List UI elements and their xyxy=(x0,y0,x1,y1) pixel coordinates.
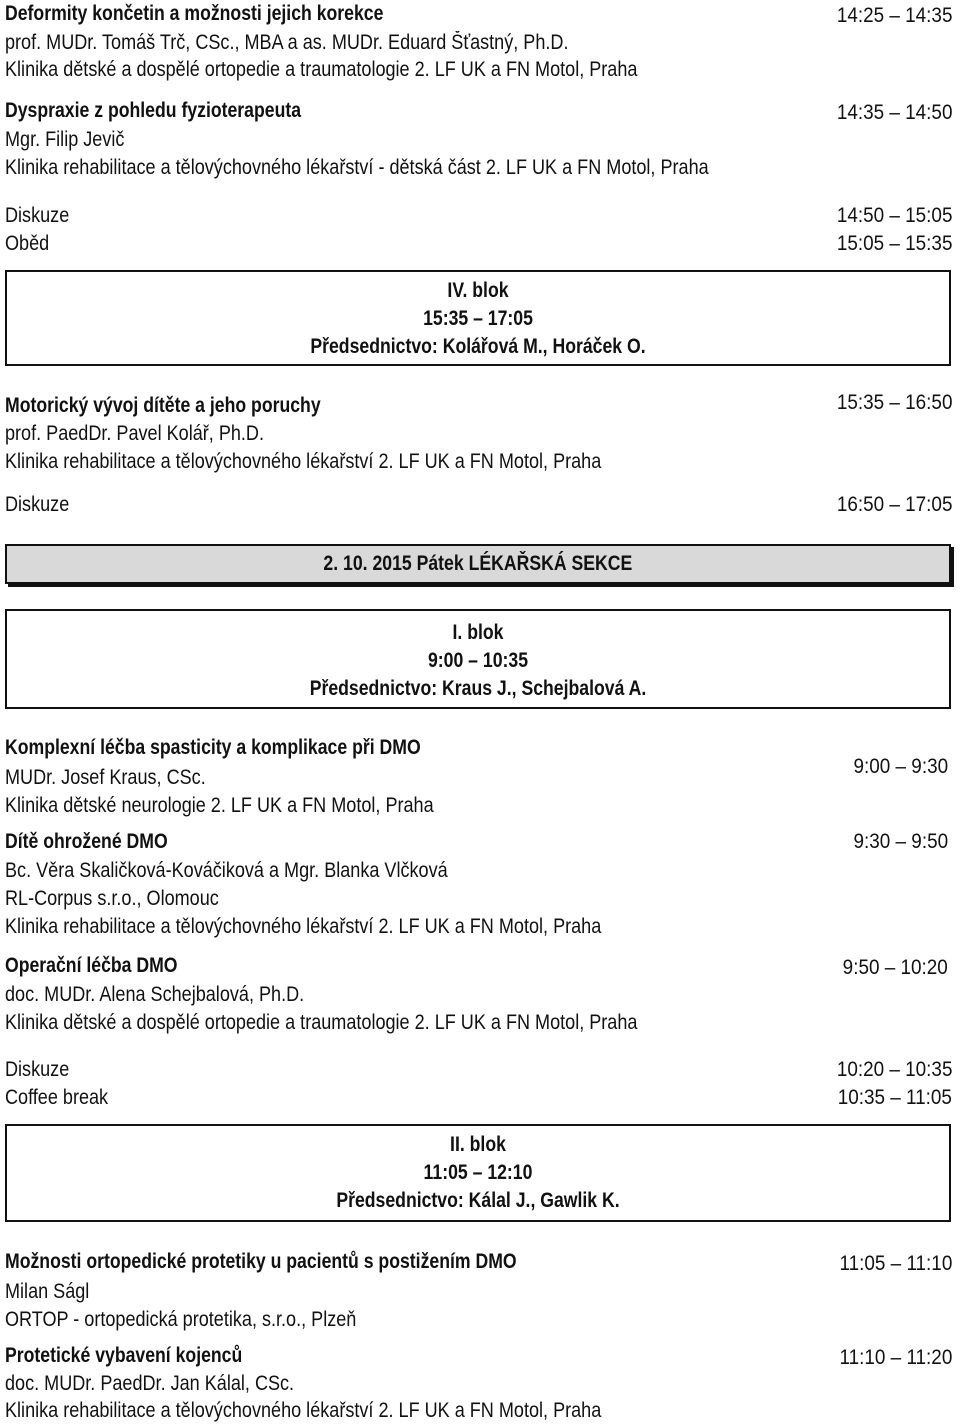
block-time: 9:00 – 10:35 xyxy=(427,649,529,672)
talk-affiliation: Klinika dětské neurologie 2. LF UK a FN Motol, Praha xyxy=(5,794,434,817)
talk-title: Dítě ohrožené DMO xyxy=(5,830,168,853)
talk-affiliation: Klinika dětské a dospělé ortopedie a traumatologie 2. LF UK a FN Motol, Praha xyxy=(5,58,638,81)
block-box xyxy=(5,1124,951,1222)
talk-title: Protetické vybavení kojenců xyxy=(5,1344,243,1367)
section-header xyxy=(5,544,951,584)
talk-title: Dyspraxie z pohledu fyzioterapeuta xyxy=(5,99,302,122)
talk-affiliation: Klinika rehabilitace a tělovýchovného lékařství 2. LF UK a FN Motol, Praha xyxy=(5,1399,602,1422)
talk-speaker: Milan Ságl xyxy=(5,1280,90,1303)
lunch-time: 15:05 – 15:35 xyxy=(836,232,952,255)
talk-title: Operační léčba DMO xyxy=(5,954,178,977)
talk-speaker: Mgr. Filip Jevič xyxy=(5,128,125,151)
talk-affiliation: RL-Corpus s.r.o., Olomouc xyxy=(5,887,219,910)
talk-title: Komplexní léčba spasticity a komplikace při DMO xyxy=(5,736,421,759)
discussion-time: 16:50 – 17:05 xyxy=(836,493,952,516)
talk-speaker: prof. PaedDr. Pavel Kolář, Ph.D. xyxy=(5,422,264,445)
coffee-break-time: 10:35 – 11:05 xyxy=(837,1086,952,1109)
talk-speaker: Bc. Věra Skaličková-Kováčiková a Mgr. Blanka Vlčková xyxy=(5,859,448,882)
talk-time: 14:35 – 14:50 xyxy=(836,101,952,124)
discussion-label: Diskuze xyxy=(5,204,70,227)
block-box xyxy=(5,270,951,366)
block-chairs: Předsednictvo: Kraus J., Schejbalová A. xyxy=(309,677,647,700)
talk-time: 11:10 – 11:20 xyxy=(839,1346,952,1369)
section-title: 2. 10. 2015 Pátek LÉKAŘSKÁ SEKCE xyxy=(323,552,633,575)
block-time: 15:35 – 17:05 xyxy=(423,307,533,330)
discussion-time: 14:50 – 15:05 xyxy=(836,204,952,227)
talk-time: 9:30 – 9:50 xyxy=(853,830,948,853)
discussion-time: 10:20 – 10:35 xyxy=(836,1058,952,1081)
talk-affiliation: Klinika rehabilitace a tělovýchovného lékařství - dětská část 2. LF UK a FN Motol, Praha xyxy=(5,156,709,179)
talk-speaker: prof. MUDr. Tomáš Trč, CSc., MBA a as. MUDr. Eduard Šťastný, Ph.D. xyxy=(5,31,569,54)
talk-title: Možnosti ortopedické protetiky u pacientů s postižením DMO xyxy=(5,1250,517,1273)
talk-title: Deformity končetin a možnosti jejich korekce xyxy=(5,2,384,25)
talk-time: 9:00 – 9:30 xyxy=(853,755,948,778)
talk-affiliation: Klinika rehabilitace a tělovýchovného lékařství 2. LF UK a FN Motol, Praha xyxy=(5,450,602,473)
lunch-label: Oběd xyxy=(5,232,50,255)
talk-speaker: MUDr. Josef Kraus, CSc. xyxy=(5,766,206,789)
talk-time: 15:35 – 16:50 xyxy=(836,391,952,414)
block-chairs: Předsednictvo: Kolářová M., Horáček O. xyxy=(310,335,646,358)
discussion-label: Diskuze xyxy=(5,493,70,516)
talk-time: 9:50 – 10:20 xyxy=(842,956,948,979)
coffee-break-label: Coffee break xyxy=(5,1086,109,1109)
talk-affiliation: Klinika rehabilitace a tělovýchovného lékařství 2. LF UK a FN Motol, Praha xyxy=(5,915,602,938)
block-name: IV. blok xyxy=(447,279,509,302)
block-chairs: Předsednictvo: Kálal J., Gawlik K. xyxy=(336,1189,620,1212)
discussion-label: Diskuze xyxy=(5,1058,70,1081)
block-time: 11:05 – 12:10 xyxy=(423,1161,533,1184)
block-box xyxy=(5,609,951,709)
talk-speaker: doc. MUDr. PaedDr. Jan Kálal, CSc. xyxy=(5,1372,295,1395)
talk-affiliation: Klinika dětské a dospělé ortopedie a traumatologie 2. LF UK a FN Motol, Praha xyxy=(5,1011,638,1034)
talk-affiliation: ORTOP - ortopedická protetika, s.r.o., Plzeň xyxy=(5,1308,357,1331)
talk-time: 11:05 – 11:10 xyxy=(839,1252,952,1275)
block-name: II. blok xyxy=(450,1133,506,1156)
talk-title: Motorický vývoj dítěte a jeho poruchy xyxy=(5,394,321,417)
talk-time: 14:25 – 14:35 xyxy=(836,4,952,27)
block-name: I. blok xyxy=(452,621,504,644)
talk-speaker: doc. MUDr. Alena Schejbalová, Ph.D. xyxy=(5,983,305,1006)
